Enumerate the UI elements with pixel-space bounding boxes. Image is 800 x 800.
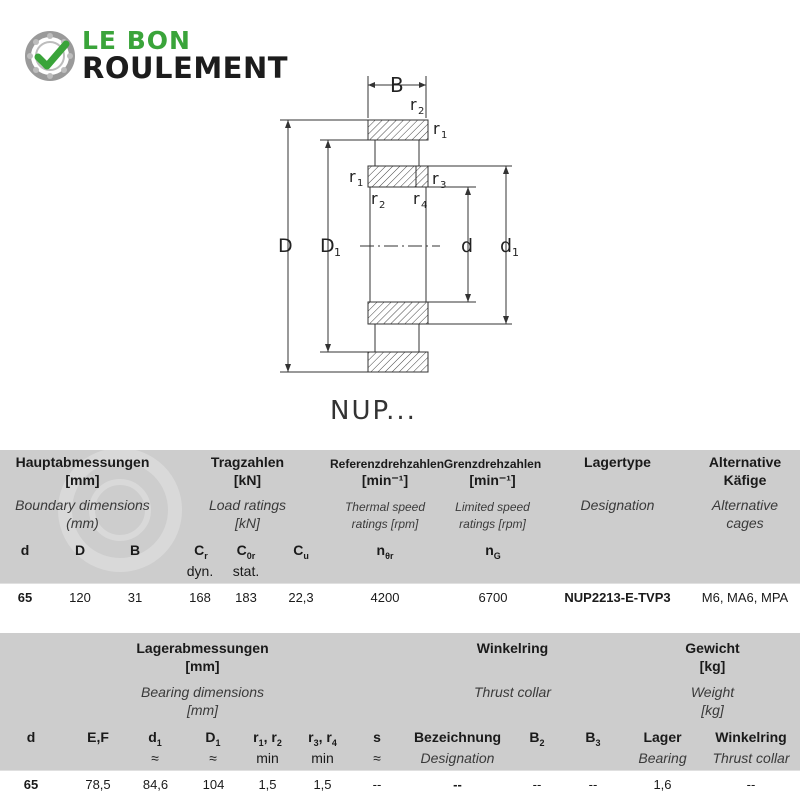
table-row[interactable]: 65 78,5 84,6 104 1,5 1,5 -- -- -- -- 1,6 --	[0, 770, 800, 799]
svg-text:d: d	[500, 235, 513, 257]
load-ratings-table-header: Hauptabmessungen [mm] Boundary dimensions (mm) Tragzahlen [kN] Load ratings [kN] Referenzdrehzahlen [min⁻¹] Thermal speed ratings [rpm] Grenzdrehzahlen [min⁻¹] Limited speed ratings [rpm] Lagertype Designation Alternative Käfige Alternative cages d D B $C_r$ $C_{0r}$ $C_u$ $n_{\theta r}$ $n_G$ dyn. stat.	[0, 450, 800, 583]
logo-text-bottom: ROULEMENT	[82, 51, 289, 85]
logo-text-top: LE BON	[82, 26, 191, 55]
header-type-de: Lagertype	[584, 454, 651, 470]
bearing-cross-section-diagram	[260, 70, 560, 390]
bearing-series-label: NUP...	[330, 396, 417, 426]
svg-text:4: 4	[421, 200, 428, 211]
brand-logo[interactable]	[24, 28, 294, 84]
svg-text:r: r	[433, 119, 440, 138]
header-load-ratings-de: Tragzahlen	[210, 454, 285, 470]
svg-text:D: D	[320, 235, 335, 257]
bearing-designation: NUP2213-E-TVP3	[564, 590, 671, 605]
svg-text:1: 1	[334, 246, 341, 259]
bearing-check-icon	[24, 30, 76, 82]
svg-text:r: r	[432, 169, 439, 188]
header-collar-de: Winkelring	[476, 640, 549, 656]
header-ref-speed-de: Referenzdrehzahlen	[330, 457, 445, 471]
label-width-B: B	[390, 73, 404, 97]
svg-text:1: 1	[512, 246, 519, 259]
svg-text:D: D	[278, 235, 293, 257]
header-weight-de: Gewicht	[685, 640, 740, 656]
svg-text:r: r	[410, 95, 417, 114]
svg-text:2: 2	[418, 106, 425, 117]
header-limit-speed-de: Grenzdrehzahlen	[443, 457, 542, 471]
header-dims-de: Lagerabmessungen	[136, 640, 269, 656]
svg-text:1: 1	[357, 178, 364, 189]
svg-text:d: d	[461, 235, 474, 257]
svg-text:1: 1	[441, 130, 448, 141]
svg-text:r: r	[413, 189, 420, 208]
header-main-dims-de: Hauptabmessungen	[15, 454, 150, 470]
bearing-dimensions-table-header: Lagerabmessungen [mm] Bearing dimensions [mm] Winkelring Thrust collar Gewicht [kg] Weight [kg] d E,F $d_1$ $D_1$ $r_1$, $r_2$ $r_3$, $r_4$ s Bezeichnung $B_2$ $B_3$ Lager Winkelring ≈ ≈ min min ≈ Designation Bearing Thrust collar	[0, 633, 800, 770]
svg-text:r: r	[349, 167, 356, 186]
svg-text:3: 3	[440, 180, 447, 191]
svg-text:r: r	[371, 189, 378, 208]
table-row[interactable]: 65 120 31 168 183 22,3 4200 6700 NUP2213-E-TVP3 M6, MA6, MPA	[0, 583, 800, 610]
svg-text:2: 2	[379, 200, 386, 211]
header-alt-cages-de: Alternative	[708, 454, 782, 470]
